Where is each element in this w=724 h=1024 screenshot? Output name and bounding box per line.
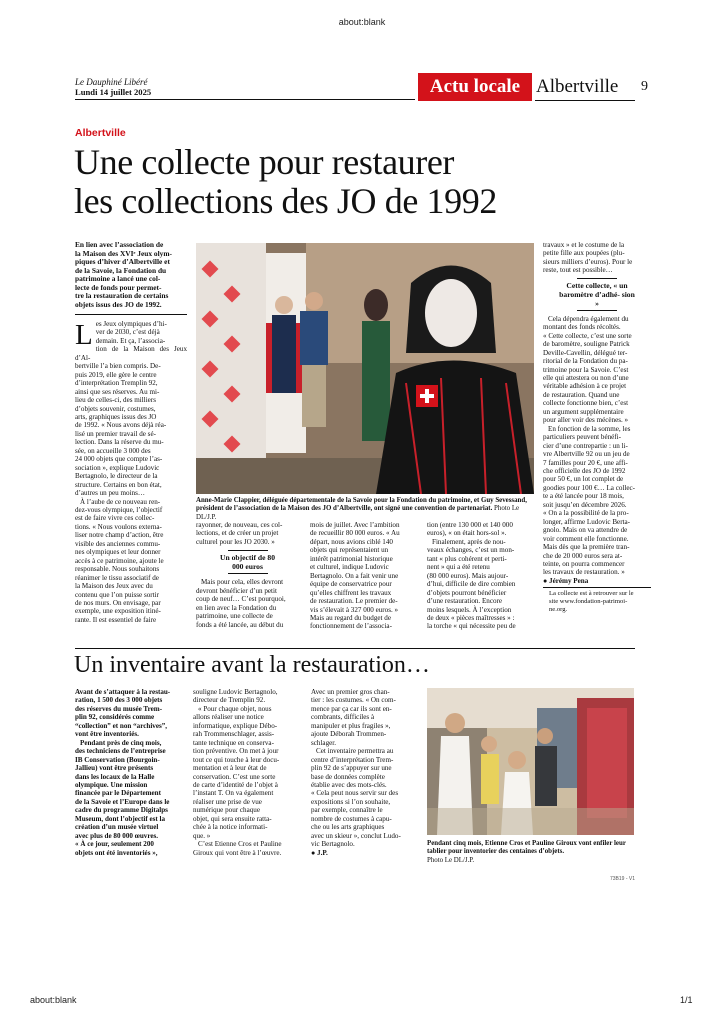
kicker: Albertville (75, 127, 126, 139)
dropcap: L (75, 319, 93, 351)
subhead-barometre: Cette collecte, « un baromètre d’adhé- sion » (559, 280, 635, 308)
photo-illustration (196, 243, 534, 494)
article-column-5: travaux » et le costume de la petite fille aux poupées (plu- sieurs milliers d’euros). Pour le reste, tout est possible… Cette collecte, « un baromètre d’adhé- sion » Cela dépendra également du montant des fonds récoltés. « Cette collecte, c’est une sorte de baromètre, souligne Patrick Deville-Cavellin, délégué ter- ritorial de la Fondation du pa- trimoine pour la Savoie. C’est elle qui attestera ou non d’une véritable adhésion à ce projet de restauration. Quand une collecte fonctionne bien, c’est un argument supplémentaire pour aller voir des mécènes. » En fonction de la somme, les particuliers peuvent bénéfi- cier d’une contrepartie : un li- vre Albertville 92 ou un jeu de 7 familles pour 20 €, une affi- che officielle des JO de 1992 pour 50 €, un lot complet de goodies pour 100 €… La collec- te a été lancée pour 18 mois, soit jusqu’en décembre 2026. « On a la possibilité de la pro- longer, affirme Ludovic Berta- gnolo. Mais on va attendre de voir comment elle fonctionne. Mais dès que la première tran- che de 20 000 euros sera at- teinte, on pourra commencer les travaux de restauration. » ● Jérémy Pena La collecte est à retrouver sur le site www.fondation-patrimoi- ne.org. (543, 241, 651, 614)
masthead-rule-right (535, 100, 635, 101)
article-column-1: L es Jeux olympiques d’hi- ver de 2030, c’est déjà demain. Et ça, l’associa- tion de la Maison des Jeux d’Al- bertville l’a bien compris. De- puis 2019, elle gère le centre d’interprétation Tremplin 92, ainsi que ses réserves. Au mi- lieu de celles-ci, des milliers d’objets souvenir, costumes, arts, graphiques issus des JO de 1992. « Nous avons déjà réa- lisé un premier travail de sé- lection. Dans la réserve du mu- sée, on accueille 3 000 des 24 000 objets que compte l’as- sociation », explique Ludovic Bertagnolo, le directeur de la structure. Certains en bon état, d’autres un peu moins… À l’aube de ce nouveau ren- dez-vous olympique, l’objectif est de faire vivre ces collec- tions. « Nous voulons externa- liser notre champ d’action, être visible des anciennes commu- nes olympiques et leur donner accès à ce patrimoine, ajoute le responsable. Nous souhaitons réanimer le tissu associatif de la Maison des Jeux avec du contenu que l’on puisse sortir de nos murs. On envisage, par exemple, une exposition itiné- rante. Il est essentiel de faire (75, 319, 187, 624)
section-city: Albertville (536, 76, 619, 97)
second-column-2: souligne Ludovic Bertagnolo, directeur de Tremplin 92. « Pour chaque objet, nous allons réaliser une notice informatique, explique Débo- rah Trommenschlager, assis- tante technique en conserva- tion préventive. On met à jour tout ce qui touche à leur docu- mentation et à leur état de conservation. C’est une sorte de carte d’identité de l’objet à l’instant T. On va également réaliser une prise de vue numérique pour chaque objet, qui sera ensuite ratta- chée à la notice informati- que. » C’est Etienne Cros et Pauline Giroux qui vont être à l’œuvre. (193, 688, 282, 857)
print-footer-right: 1/1 (680, 995, 693, 1005)
article-column-2: rayonner, de nouveau, ces col- lections, et de créer un projet culturel pour les JO 2030. » Un objectif de 80 000 euros Mais pour cela, elles devront devront bénéficier d’un petit coup de neuf… C’est pourquoi, en lien avec la Fondation du patrimoine, une collecte de fonds a été lancée, au début du (196, 521, 299, 629)
section-label: Actu locale (429, 76, 521, 97)
second-column-1: Avant de s’attaquer à la restau- ration, 1 500 des 3 000 objets des réserves du musée Trem- plin 92, considérés comme “collection” et non “archives”, vont être inventoriés. Pendant près de cinq mois, des techniciens de l’entreprise IB Conservation (Bourgoin- Jallieu) vont être présents dans les locaux de la Halle olympique. Une mission financée par le Département de la Savoie et l’Europe dans le cadre du programme Digitalps Museum, dont l’objectif est la création d’un musée virtuel avec plus de 80 000 œuvres. « À ce jour, seulement 200 objets ont été inventoriés », (75, 688, 171, 857)
signature-jeremy-pena: ● Jérémy Pena (543, 576, 589, 585)
photo-1-credit: Photo Le DL/J.P. (196, 505, 520, 521)
issue-date: Lundi 14 juillet 2025 (75, 87, 152, 97)
second-article-rule (75, 648, 635, 649)
article-column-4: tion (entre 130 000 et 140 000 euros), « on était hors-sol ». Finalement, après de nou- veaux échanges, c’est un mon- tant « plus cohérent et perti- nent » qui a été retenu (80 000 euros). Mais aujour- d’hui, difficile de dire combien d’objets pourront bénéficier d’une restauration. Encore moins lesquels. À l’exception de deux « pièces maîtresses » : la torche « qui nécessite peu de (427, 521, 516, 631)
inventory-photo (427, 688, 634, 835)
lead-rule (75, 314, 187, 315)
photo-2-credit: Photo Le DL/J.P. (427, 857, 475, 864)
print-footer-left: about:blank (30, 995, 77, 1005)
collecte-note: La collecte est à retrouver sur le site www.fondation-patrimoi- ne.org. (543, 587, 651, 614)
browser-title: about:blank (338, 17, 386, 27)
subhead-objectif: Un objectif de 80 000 euros (219, 553, 276, 572)
article-column-3: mois de juillet. Avec l’ambition de recueillir 80 000 euros. « Au départ, nous avions ciblé 140 objets qui représentaient un intérêt patrimonial historique et culturel, indique Ludovic Bertagnolo. On a fait venir une équipe de conservatrice pour qu’elles chiffrent les travaux de restauration. Le premier de- vis s’élevait à 327 000 euros. » Mais au regard du budget de fonctionnement de l’associa- (310, 521, 400, 631)
article-lead: En lien avec l’association de la Maison des XVIᵉ Jeux olym- piques d’hiver d’Albertville et de la Savoie, la Fondation du patrimoine a lancé une col- lecte de fonds pour permet- tre la restauration de certains objets issus des JO de 1992. (75, 240, 172, 309)
photo-illustration-2 (427, 688, 634, 835)
headline-line-1: Une collecte pour restaurer (74, 142, 454, 182)
article-photo-mannequins (196, 243, 534, 494)
masthead-rule (75, 99, 415, 100)
headline-line-2: les collections des JO de 1992 (74, 181, 497, 221)
footer-code: 73B19 - V1 (610, 876, 636, 882)
paper-name: Le Dauphiné Libéré (75, 77, 148, 87)
second-headline: Un inventaire avant la restauration… (74, 652, 430, 678)
second-column-3: Avec un premier gros chan- tier : les costumes. « On com- mence par ça car ils sont en- combrants, difficiles à manipuler et plus fragiles », ajoute Déborah Trommen- schlager. Cet inventaire permettra au centre d’interprétation Trem- plin 92 de s’appuyer sur une base de données complète établie avec des mots-clés. « Cela peut nous servir sur des expositions si l’on souhaite, par exemple, connaître le nombre de costumes à capu- che ou les arts graphiques avec un skieur », conclut Ludo- vic Bertagnolo. ● J.P. (311, 688, 417, 857)
photo-2-caption: Pendant cinq mois, Etienne Cros et Pauline Giroux vont enfiler leur tablier pour inventorier des centaines d’objets. (427, 840, 626, 856)
page-number: 9 (641, 79, 648, 94)
photo-1-caption: Anne-Marie Clappier, déléguée départementale de la Savoie pour la Fondation du patrimoine, et Guy Sevessand, président de l’association de la Maison des JO d’Albertville, ont signé une convention de partenariat. Photo Le DL/J.P. (196, 497, 527, 521)
signature-jp: ● J.P. (311, 848, 328, 857)
section-badge (418, 73, 532, 101)
